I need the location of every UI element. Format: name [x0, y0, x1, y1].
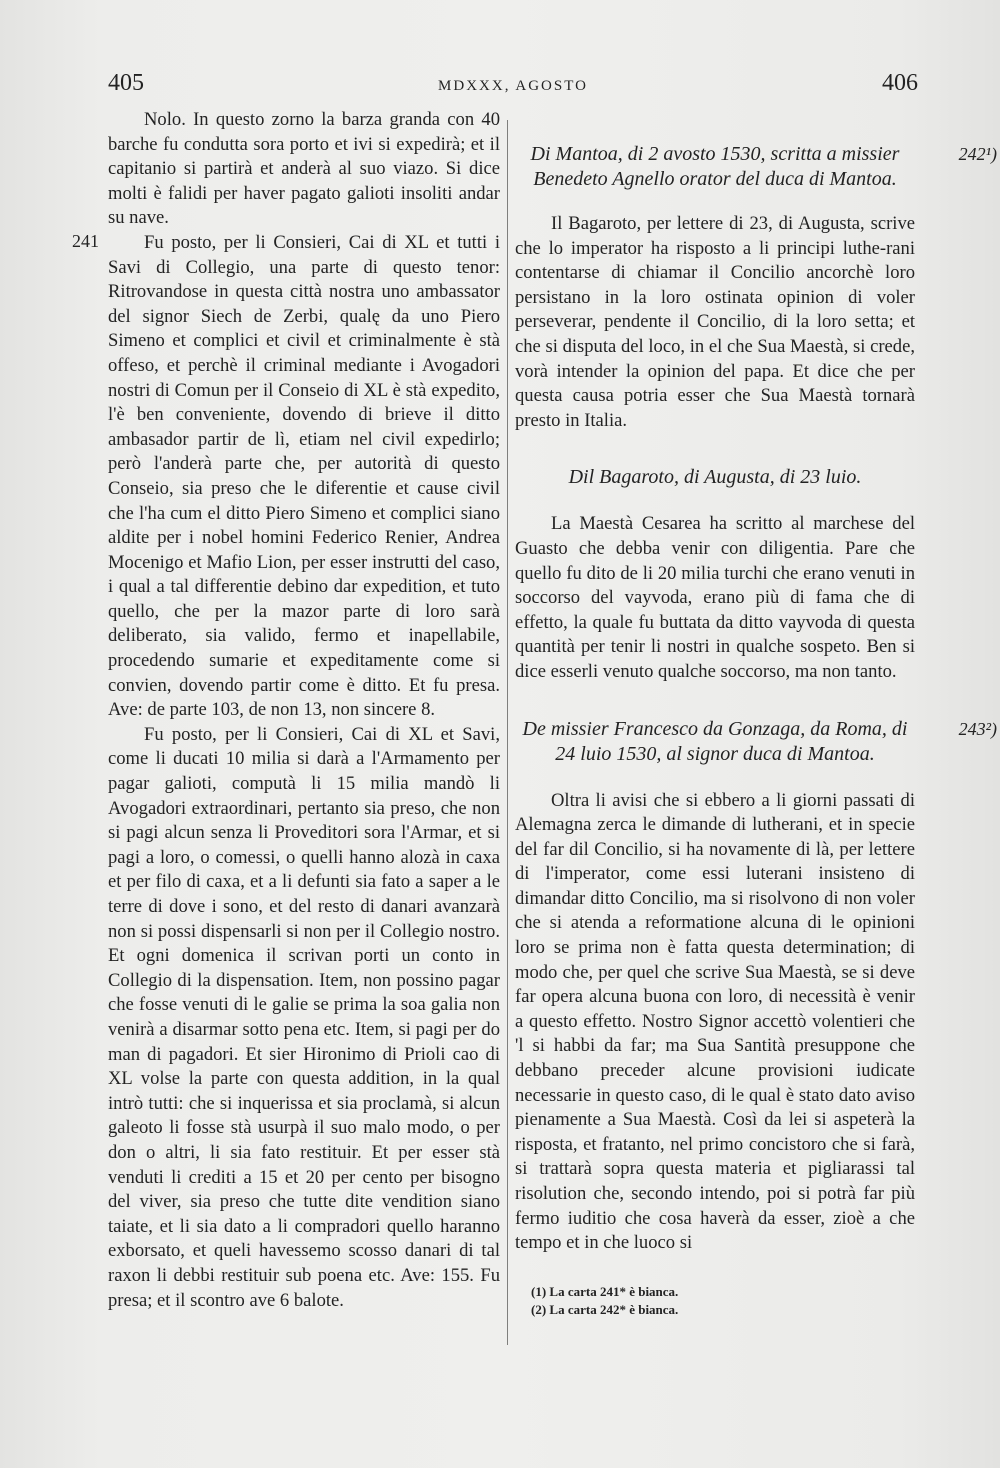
left-column — [72, 108, 500, 1313]
page-header — [108, 70, 918, 104]
section-heading-2: Dil Bagaroto, di Augusta, di 23 luio. — [568, 466, 862, 489]
footnote-2: (2) La carta 242* è bianca. — [531, 1301, 679, 1317]
right-column — [515, 108, 997, 1319]
paragraph-left-3: Fu posto, per li Consieri, Cai di XL et Savi, come li ducati 10 milia si darà a l'Armamento per pagar galioti, computà li 15 milia mandò li Avogadori extraordinari, pertanto sia preso, che non si pagi alcun senza li Proveditori sora l'Armar, et si pagi a loro, o comessi, o quelli hanno alozà in caxa et per filo di caxa, et a li defunti sia fato a saper a le terre di dove i sono, et del resto di danari avanzarà non si possi dispensarli si non per il Collegio nostro. Et ogni domenica il scrivan porti un conto in Collegio di la dispensation. Item, non possino pagar che fosse venuti di le galie se prima la soa galia non venirà a disarmar sotto pena etc. Item, si pagi per do man di pagadori. Et sier Hironimo di Prioli cao di XL volse la parte con questa addition, in la qual intrò tutti: che si inquerissa et sia proclamà, si alcun galeoto li fosse stà usurpà il suo malo modo, o per don o altri, li sia fato restituir. Et per esser stà venduti li crediti a 15 et 20 per cento per bisogno del viver, sia preso che tutte dite vendition siano taiate, et li sia dato a li compradori quello haranno exborsato, et queli havessemo scosso danari di tal raxon li debbi restituir sub poena etc. Ave: 155. Fu presa; et il scontro ave 6 balote. — [108, 723, 500, 1311]
section-heading-3-text: De missier Francesco da Gonzaga, da Roma, di 24 luio 1530, al signor duca di Mantoa. — [522, 717, 908, 765]
section-heading-1-text: Di Mantoa, di 2 avosto 1530, scritta a missier Benedeto Agnello orator del duca di Mantoa. — [530, 143, 900, 190]
margin-number-243: 243²) — [958, 718, 997, 739]
margin-number-242: 242¹) — [958, 144, 997, 164]
footnote-1: (1) La carta 241* è bianca. — [531, 1283, 679, 1299]
left-page-number: 405 — [108, 70, 144, 96]
paragraph-right-3: Oltra li avisi che si ebbero a li giorni passati di Alemagna zerca le dimande di lutherani, et in specie del far dil Concilio, si ha novamente di là, per lettere di l'imperator, come essi luterani insisteno di dimandar ditto Concilio, ma si risolvono di non voler che si atenda a reformatione alcuna di le opinioni loro se prima non è fatta questa determination; di modo che, per quel che scrive Sua Maestà, se si deve far opera alcuna buona con loro, di necessità è venir a questo effetto. Nostro Signor accettò volentieri che 'l si habbi da far; ma Sua Santità presuppone che debbano preceder alcune provisioni iudicate necessarie in questo caso, di le qual è stato dato aviso pienamente a Sua Maestà. Così da lei si aspeterà la risposta, et fratanto, nel primo concistoro che si farà, si trattarà sopra questa materia et pigliarassi tal risolution che, secondo intendo, poi si potrà far più fermo iuditio che cosa haverà da esser, zioè a che tempo et in che luoco si — [515, 789, 915, 1254]
paragraph-right-1: Il Bagaroto, per lettere di 23, di Augusta, scrive che lo imperator ha risposto a li principi luthe-rani contentarse di chiamar il Concilio ancorchè loro persistano in la loro ostinata opinion di voler perseverar, pendente il Concilio, di la loro setta; et che si disputa del loco, in el che Sua Maestà, si crede, vorà intender la opinion del papa. Et dice che per questa causa potria esser che Sua Maestà tornarà presto in Italia. — [515, 213, 915, 431]
footnotes — [515, 1283, 915, 1319]
paragraph-left-1: Nolo. In questo zorno la barza granda con 40 barche fu condutta sora porto et ivi si expedirà; et il capitanio si partirà et anderà al suo viazo. Si dice molti è falidi per haver pagato galioti insoliti andar su nave. — [108, 109, 500, 229]
right-page-number: 406 — [882, 70, 918, 96]
running-title: MDXXX, AGOSTO — [438, 78, 588, 94]
paragraph-block-241 — [72, 230, 500, 723]
section-heading-3 — [515, 717, 997, 767]
section-heading-1 — [515, 142, 997, 192]
paragraph-left-2: Fu posto, per li Consieri, Cai di XL et tutti i Savi di Collegio, una parte di questo tenor: Ritrovandose in questa città nostra uno ambassator del signor Siech de Zerbi, qualę da uno Piero Simeno et complici et civil et criminalmente è stà offeso, et perchè il criminal mediante i Avogadori nostri di Comun per il Conseio di XL è stà expedito, l'è ben conveniente, dovendo di brieve il ditto ambasador partir de lì, etiam nel civil expedirlo; però l'anderà parte che, per autorità di questo Conseio, sia preso che le diferentie et cause civil che l'ha cum el ditto Piero Simeno et complici siano aldite per i nobel homini Federico Renier, Andrea Mocenigo et Mafio Lion, per esser instrutti del caso, i qual a tal differentie debino dar expedition, et tuto quello, che per la mazor parte di loro sarà deliberato, sia valido, fermo et inapellabile, procedendo sumarie et expeditamente come si convien, dovendo partir come è ditto. Et fu presa. Ave: de parte 103, de non 13, non sincere 8. — [108, 231, 500, 721]
paragraph-right-2: La Maestà Cesarea ha scritto al marchese del Guasto che debba venir con diligentia. Pare che quello fu dito de li 20 milia turchi che erano venuti in soccorso del vayvoda, erano più di fama che di effetto, la quale fu buttata da ditto vayvoda di questa quantità per tenir li nostri in qualche sospeto. Ben si dice esserli venuto qualche soccorso, ma non tanto. — [515, 513, 915, 682]
margin-number-241: 241 — [72, 230, 99, 251]
column-divider — [507, 120, 508, 1345]
